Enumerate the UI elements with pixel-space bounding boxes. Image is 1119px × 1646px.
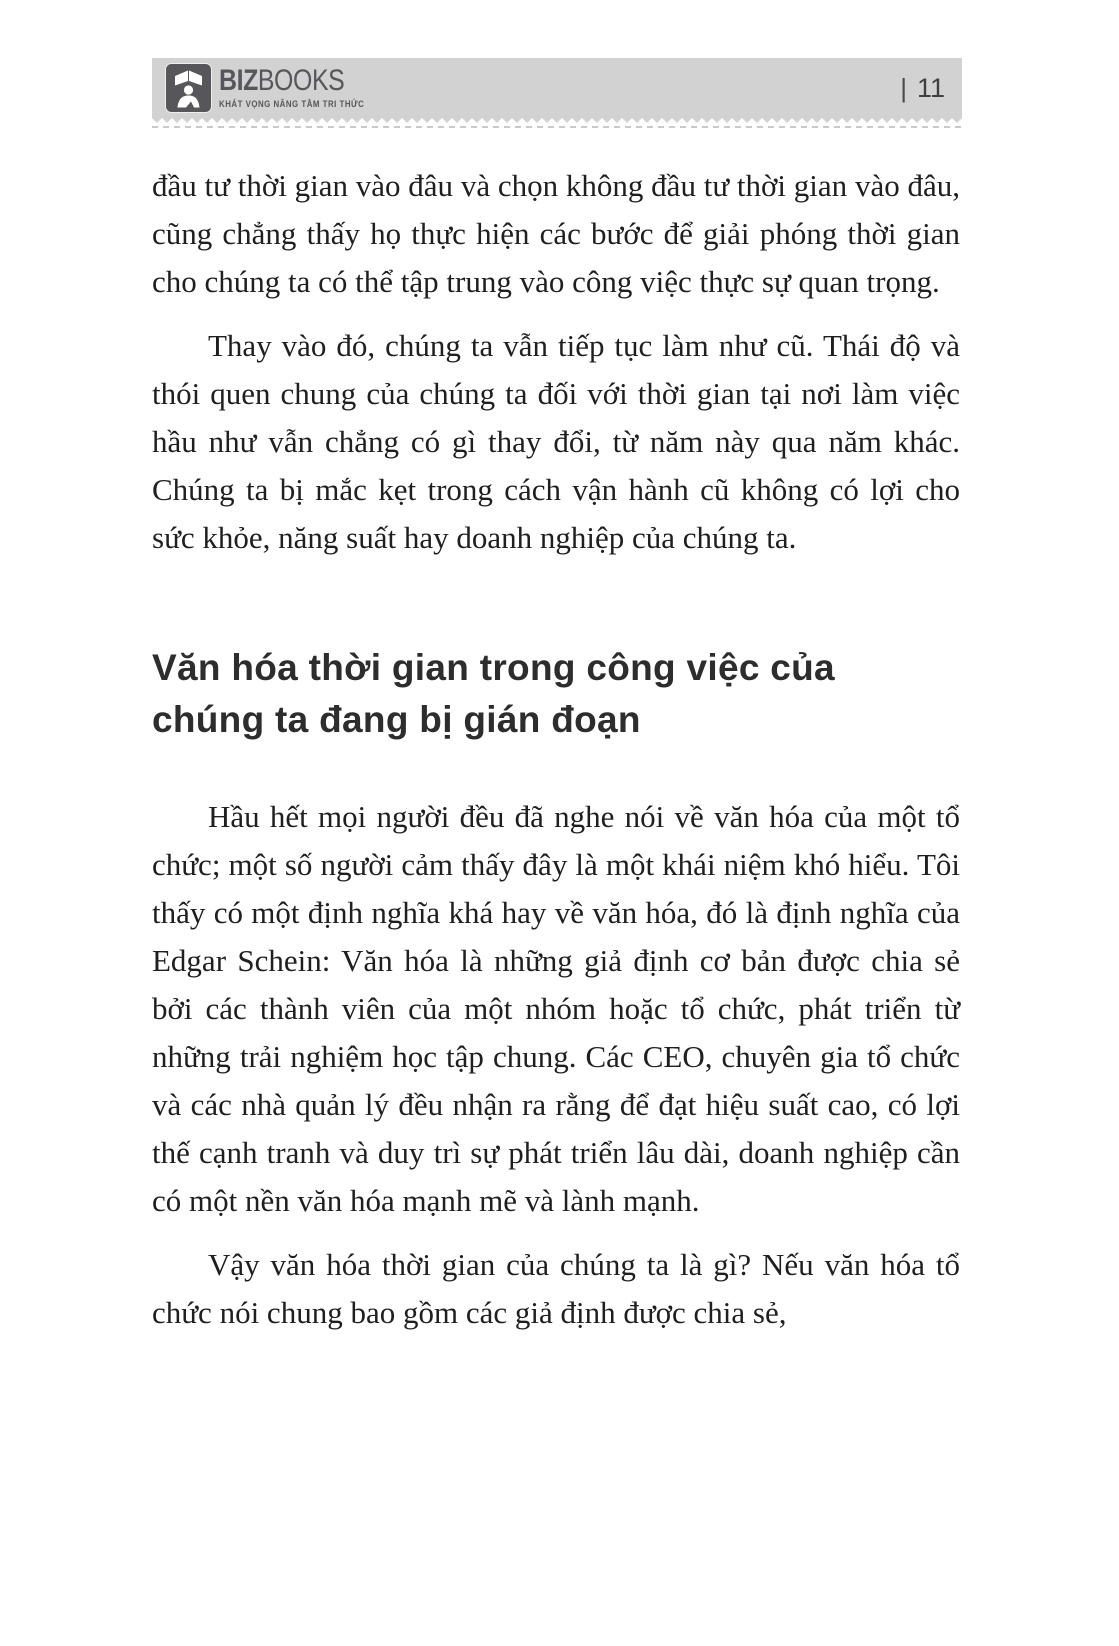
bizbooks-reader-book-icon	[165, 63, 212, 113]
page-number	[900, 73, 945, 104]
paragraph-2: Thay vào đó, chúng ta vẫn tiếp tục làm như cũ. Thái độ và thói quen chung của chúng ta đối với thời gian tại nơi làm việc hầu như vẫn chẳng có gì thay đổi, từ năm này qua năm khác. Chúng ta bị mắc kẹt trong cách vận hành cũ không có lợi cho sức khỏe, năng suất hay doanh nghiệp của chúng ta.	[152, 328, 960, 555]
page-number-value: 11	[916, 72, 945, 103]
page-number-separator: |	[900, 72, 907, 103]
brand-name	[219, 66, 364, 96]
page-content	[152, 162, 960, 1337]
banner-dash-line	[152, 126, 962, 128]
paragraph-3: Hầu hết mọi người đều đã nghe nói về văn hóa của một tổ chức; một số người cảm thấy đây là một khái niệm khó hiểu. Tôi thấy có một định nghĩa khá hay về văn hóa, đó là định nghĩa của Edgar Schein: Văn hóa là những giả định cơ bản được chia sẻ bởi các thành viên của một nhóm hoặc tổ chức, phát triển từ những trải nghiệm học tập chung. Các CEO, chuyên gia tổ chức và các nhà quản lý đều nhận ra rằng để đạt hiệu suất cao, có lợi thế cạnh tranh và duy trì sự phát triển lâu dài, doanh nghiệp cần có một nền văn hóa mạnh mẽ và lành mạnh.	[152, 799, 960, 1218]
brand-name-books: BOOKS	[257, 64, 345, 97]
section-heading	[152, 642, 960, 746]
section-heading-line-2: chúng ta đang bị gián đoạn	[152, 699, 641, 740]
bizbooks-logo	[165, 63, 394, 113]
header	[152, 58, 962, 128]
paragraph-1: đầu tư thời gian vào đâu và chọn không đầu tư thời gian vào đâu, cũng chẳng thấy họ thực hiện các bước để giải phóng thời gian cho chúng ta có thể tập trung vào công việc thực sự quan trọng.	[152, 168, 960, 299]
banner-sawtooth-edge	[152, 118, 962, 123]
section-heading-line-1: Văn hóa thời gian trong công việc của	[152, 647, 835, 688]
brand-name-biz: BIZ	[219, 64, 258, 97]
paragraph-4: Vậy văn hóa thời gian của chúng ta là gì? Nếu văn hóa tổ chức nói chung bao gồm các giả định được chia sẻ,	[152, 1247, 960, 1330]
brand-tagline: KHÁT VỌNG NÂNG TẦM TRI THỨC	[219, 99, 365, 110]
brand-text-block	[219, 66, 364, 110]
header-banner	[152, 58, 962, 118]
